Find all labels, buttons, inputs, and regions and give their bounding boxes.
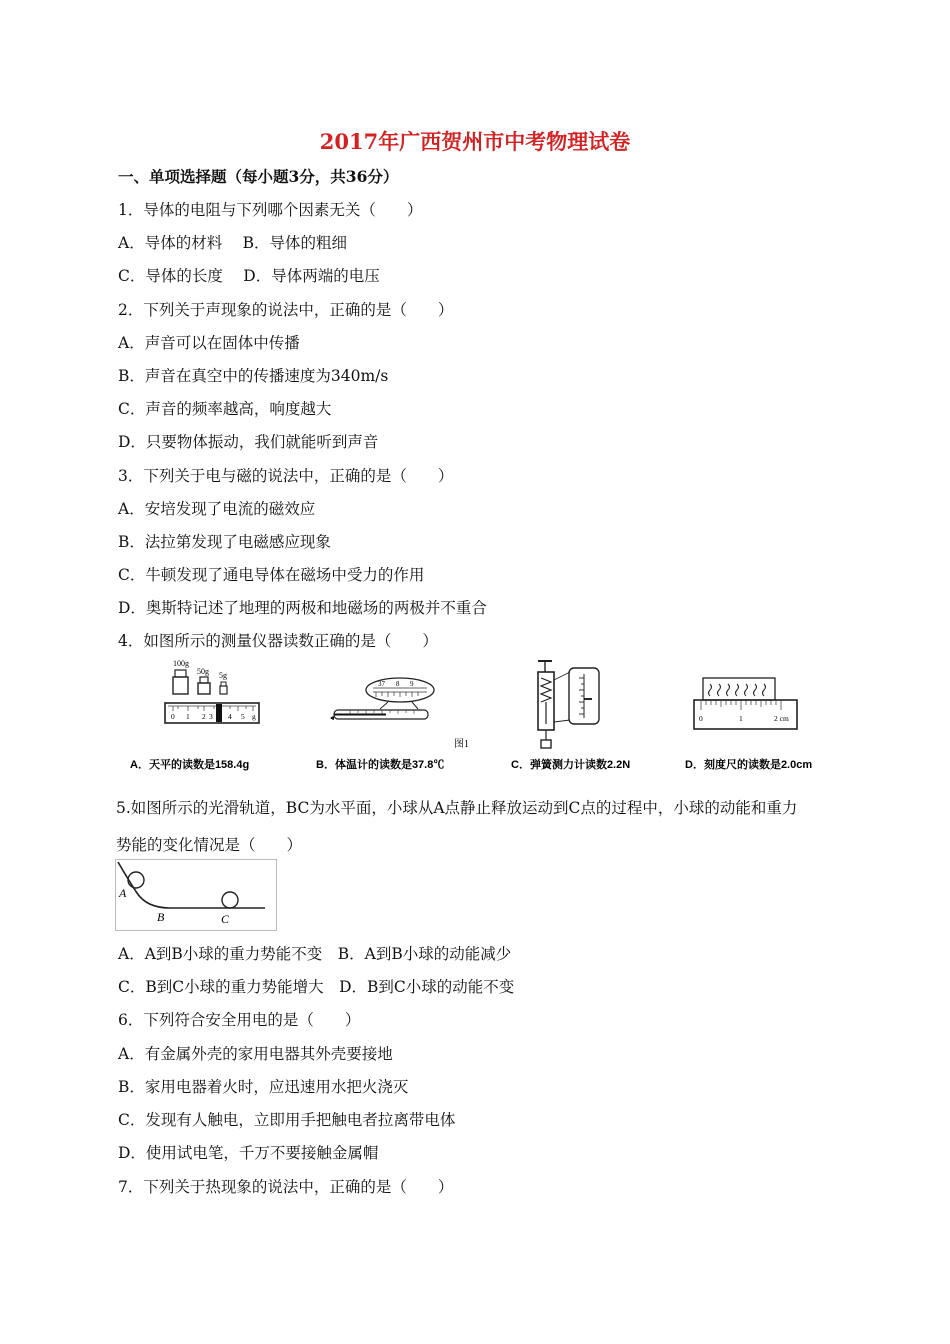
figure-label-b: B．体温计的读数是37.8℃ — [316, 759, 445, 771]
point-b-label: B — [157, 910, 165, 924]
figure-label-c: C．弹簧测力计读数2.2N — [511, 759, 631, 771]
q2-option-c: C．声音的频率越高，响度越大 — [118, 400, 332, 418]
q6-option-b: B．家用电器着火时，应迅速用水把火浇灭 — [118, 1078, 409, 1096]
figure-caption: 图1 — [454, 739, 469, 750]
track-diagram — [115, 859, 277, 931]
q6-stem: 6．下列符合安全用电的是（ ） — [118, 1011, 361, 1029]
q2-option-b: B．声音在真空中的传播速度为340m/s — [118, 367, 389, 385]
balance-tick-3: 3 — [209, 712, 213, 721]
figure-label-a: A．天平的读数是158.4g — [130, 759, 250, 771]
page-title: 2017年广西贺州市中考物理试卷 — [319, 129, 631, 154]
thermo-tick-37: 37 — [378, 680, 385, 688]
q3-option-d: D．奥斯特记述了地理的两极和地磁场的两极并不重合 — [118, 599, 487, 617]
ruler-tick-2cm: 2 cm — [774, 714, 789, 723]
balance-tick-1: 1 — [186, 712, 190, 721]
balance-tick-0: 0 — [171, 712, 175, 721]
weight-5g-label: 5g — [219, 671, 227, 680]
q3-option-c: C．牛顿发现了通电导体在磁场中受力的作用 — [118, 566, 425, 584]
q3-option-a: A．安培发现了电流的磁效应 — [118, 500, 316, 518]
figure-label-d: D．刻度尺的读数是2.0cm — [685, 759, 813, 771]
q6-option-c: C．发现有人触电，立即用手把触电者拉离带电体 — [118, 1111, 456, 1129]
q3-option-b: B．法拉第发现了电磁感应现象 — [118, 533, 331, 551]
q2-stem: 2．下列关于声现象的说法中，正确的是（ ） — [118, 301, 454, 319]
q5-stem-line1: 5.如图所示的光滑轨道，BC为水平面，小球从A点静止释放运动到C点的过程中，小球的动能和重力 — [116, 799, 798, 817]
q1-stem: 1．导体的电阻与下列哪个因素无关（ ） — [118, 201, 423, 219]
point-a-label: A — [119, 886, 127, 900]
q4-stem: 4．如图所示的测量仪器读数正确的是（ ） — [118, 632, 438, 650]
measuring-instruments-figure — [118, 658, 830, 780]
weight-50g-label: 50g — [197, 667, 209, 676]
thermo-tick-8: 8 — [396, 680, 400, 688]
balance-tick-2: 2 — [202, 712, 206, 721]
balance-tick-unit: g — [252, 712, 256, 721]
q1-options-cd: C．导体的长度 D．导体两端的电压 — [118, 267, 380, 285]
q5-options-ab: A．A到B小球的重力势能不变 B．A到B小球的动能减少 — [118, 945, 512, 963]
ruler-illustration — [694, 678, 797, 729]
q3-stem: 3．下列关于电与磁的说法中，正确的是（ ） — [118, 467, 454, 485]
q1-options-ab: A．导体的材料 B．导体的粗细 — [118, 234, 348, 252]
thermo-tick-9: 9 — [410, 680, 414, 688]
point-c-label: C — [221, 912, 230, 926]
q2-option-a: A．声音可以在固体中传播 — [118, 334, 300, 352]
ruler-tick-1: 1 — [739, 714, 743, 723]
ruler-tick-0: 0 — [699, 714, 703, 723]
spring-scale-illustration — [538, 661, 599, 748]
q6-option-d: D．使用试电笔，千万不要接触金属帽 — [118, 1144, 379, 1162]
q5-stem-line2: 势能的变化情况是（ ） — [116, 836, 303, 854]
q7-stem: 7．下列关于热现象的说法中，正确的是（ ） — [118, 1178, 454, 1196]
balance-tick-4: 4 — [228, 712, 232, 721]
q2-option-d: D．只要物体振动，我们就能听到声音 — [118, 433, 379, 451]
q5-options-cd: C．B到C小球的重力势能增大 D．B到C小球的动能不变 — [118, 978, 515, 996]
section-heading: 一、单项选择题（每小题3分，共36分） — [118, 167, 399, 186]
thermometer-illustration — [331, 678, 435, 720]
balance-tick-5: 5 — [241, 712, 245, 721]
weight-100g-label: 100g — [173, 659, 189, 668]
q6-option-a: A．有金属外壳的家用电器其外壳要接地 — [118, 1045, 393, 1063]
balance-scale-illustration — [165, 659, 259, 723]
